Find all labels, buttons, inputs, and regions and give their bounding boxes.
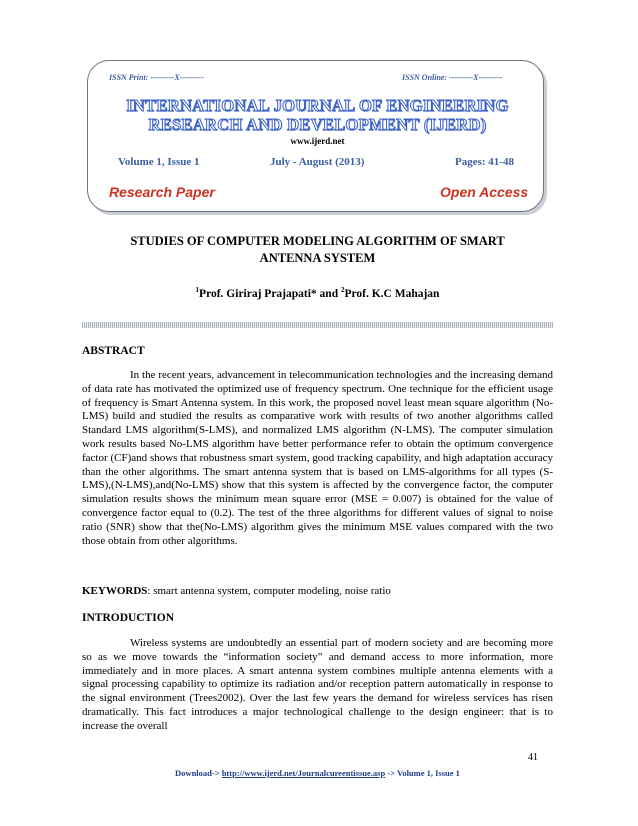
issn-online: ISSN Online: ---------X--------- (402, 73, 503, 82)
section-divider (82, 322, 553, 328)
paper-type-label: Research Paper (109, 184, 215, 200)
author1-affiliation: 1 (195, 286, 200, 294)
author1-name: Prof. Giriraj Prajapati* and (199, 287, 341, 300)
journal-title-line1: INTERNATIONAL JOURNAL OF ENGINEERING (126, 96, 509, 115)
page-range: Pages: 41-48 (455, 156, 514, 168)
abstract-heading: ABSTRACT (82, 345, 145, 357)
introduction-heading: INTRODUCTION (82, 612, 175, 624)
volume-issue: Volume 1, Issue 1 (118, 156, 200, 168)
download-footer (90, 768, 545, 778)
introduction-text: Wireless systems are undoubtedly an essential part of modern society and are becoming more so as we move towards the “information society” and demand access to more information, more immediately and in more places. A smart antenna system combines multiple antenna elements with a signal processing capability to optimize its radiation and/or reception pattern automatically in response to the signal environment (Trees2002). Over the last few years the demand for wireless services has risen dramatically. This fact introduces a major technological challenge to the design engineer: that is to increase the overall (82, 637, 553, 732)
journal-website: www.ijerd.net (290, 136, 345, 146)
keywords-text: : smart antenna system, computer modeling, noise ratio (147, 585, 391, 597)
journal-title-line2: RESEARCH AND DEVELOPMENT (IJERD) (148, 115, 487, 134)
issue-date: July - August (2013) (270, 156, 365, 168)
paper-title-line1: STUDIES OF COMPUTER MODELING ALGORITHM OF SMART (130, 234, 505, 248)
keywords-line (82, 585, 553, 599)
issn-print: ISSN Print: ---------X--------- (109, 73, 204, 82)
footer-download-link[interactable]: http://www.ijerd.net/Journalcureentissue.asp (221, 768, 386, 778)
footer-suffix: -> Volume 1, Issue 1 (385, 768, 460, 778)
author2-affiliation: 2 (340, 286, 345, 294)
author2-name: Prof. K.C Mahajan (344, 287, 440, 300)
page-number: 41 (528, 752, 538, 763)
open-access-label: Open Access (440, 184, 529, 200)
paper-title (90, 233, 545, 267)
author-line (90, 286, 545, 300)
footer-prefix: Download-> (175, 768, 222, 778)
paper-title-line2: ANTENNA SYSTEM (259, 251, 376, 265)
keywords-label: KEYWORDS (82, 585, 148, 597)
abstract-text: In the recent years, advancement in telecommunication technologies and the increasing demand of data rate has motivated the optimized use of frequency spectrum. One technique for the efficient usage of frequency is Smart Antenna system. In this work, the proposed novel least mean square algorithm (No-LMS) build and studied the results as comparative work with results of two another algorithms called Standard LMS algorithm(S-LMS), and normalized LMS algorithm (N-LMS). The computer simulation work results based No-LMS algorithm have better performance refer to obtain the optimum convergence factor (CF)and shows that robustness smart system, good tracking capability, and high adaptation accuracy than the other algorithms. The smart antenna system that is based on LMS-algorithms for all types (S-LMS),(N-LMS),and(No-LMS) show that this system is affected by the convergence factor, the computer simulation results shows the minimum mean square error (MSE = 0.007) is obtained for the value of convergence factor equal to (0.2). The test of the three algorithms for different values of signal to noise ratio (SNR) show that the(No-LMS) algorithm gives the minimum MSE values compared with the two those obtain from other algorithms. (82, 369, 553, 547)
